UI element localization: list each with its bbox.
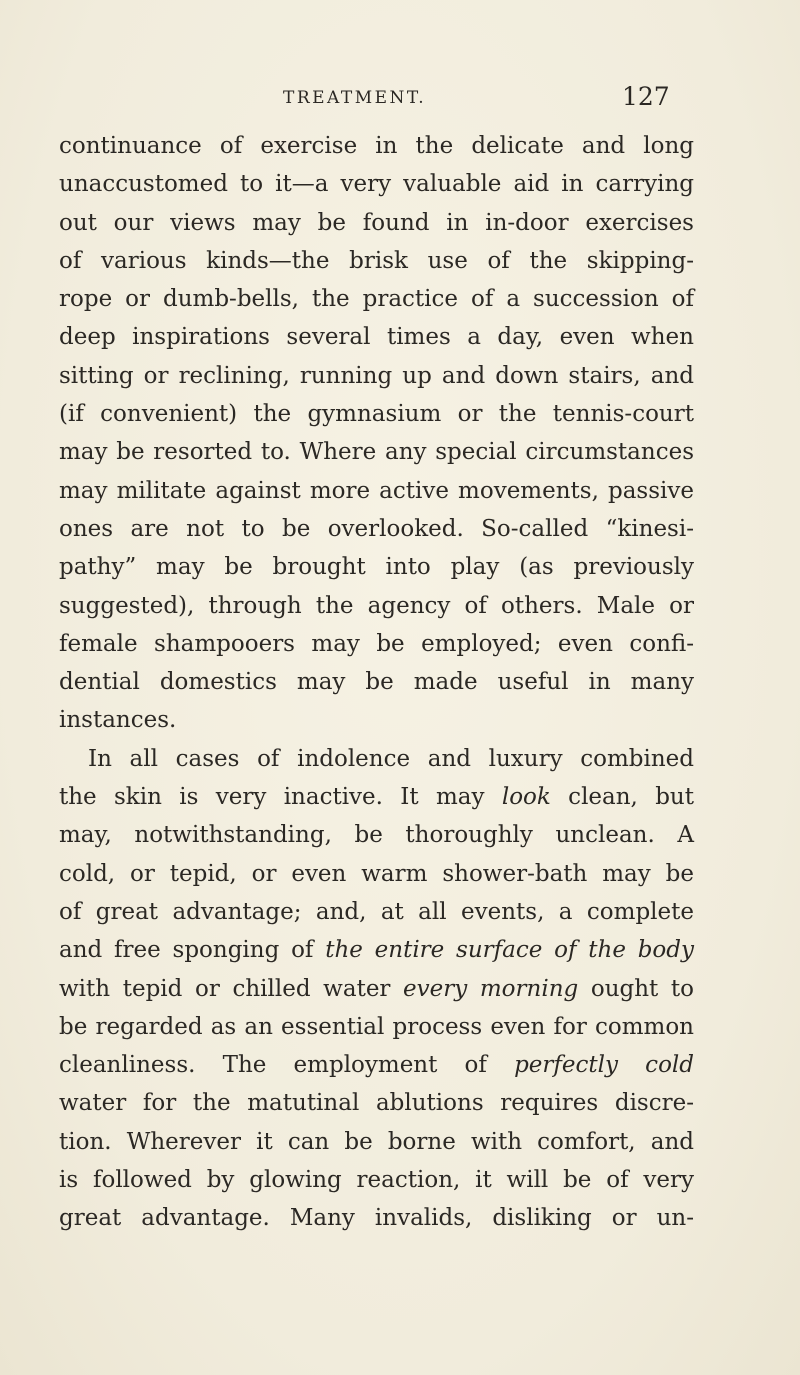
text-line: great advantage. Many invalids, disliking or un-	[59, 1205, 694, 1232]
text-line: out our views may be found in in-door exercises	[59, 209, 694, 236]
paragraph-first-line: In all cases of indolence and luxury combined	[88, 745, 694, 772]
text-line: tion. Wherever it can be borne with comfort, and	[59, 1128, 694, 1155]
running-head	[0, 82, 800, 118]
text-line: may militate against more active movements, passive	[59, 477, 694, 504]
italic-run: perfectly cold	[514, 1052, 694, 1079]
italic-run: look	[501, 784, 551, 811]
text-line: may be resorted to. Where any special circumstances	[59, 439, 694, 466]
text-line: continuance of exercise in the delicate and long	[59, 133, 694, 159]
text-line: dential domestics may be made useful in many	[59, 669, 694, 696]
text-line: instances.	[59, 707, 177, 734]
text-line: female shampooers may be employed; even confi-	[59, 630, 694, 657]
text-run: clean, but	[550, 784, 694, 811]
text-run: and free sponging of	[59, 937, 326, 964]
italic-run: every morning	[403, 975, 579, 1002]
text-line: ones are not to be overlooked. So-called “kinesi-	[59, 515, 694, 542]
text-line: sitting or reclining, running up and down stairs, and	[59, 362, 694, 389]
text-line	[59, 970, 694, 1008]
text-line: of great advantage; and, at all events, a complete	[59, 898, 694, 925]
body-text	[59, 127, 759, 1238]
text-line: unaccustomed to it—a very valuable aid in carrying	[59, 171, 694, 198]
text-line: of various kinds—the brisk use of the skipping-	[59, 247, 694, 274]
italic-run: the entire surface of the body	[325, 937, 694, 964]
text-line	[59, 778, 694, 816]
text-line: suggested), through the agency of others. Male or	[59, 592, 694, 619]
page-number: 127	[622, 82, 670, 111]
text-line	[59, 1046, 694, 1084]
text-run: ought to	[578, 975, 695, 1002]
text-line: deep inspirations several times a day, even when	[59, 324, 694, 351]
text-line: water for the matutinal ablutions requires discre-	[59, 1090, 694, 1117]
text-line: rope or dumb-bells, the practice of a succession of	[59, 286, 694, 313]
text-line: cold, or tepid, or even warm shower-bath may be	[59, 860, 694, 887]
text-line: is followed by glowing reaction, it will be of very	[59, 1167, 694, 1194]
text-run: cleanliness. The employment of	[59, 1052, 515, 1079]
text-line: (if convenient) the gymnasium or the tennis-court	[59, 401, 694, 428]
text-line: be regarded as an essential process even for common	[59, 1013, 694, 1040]
text-run: the skin is very inactive. It may	[59, 784, 502, 811]
running-title: TREATMENT.	[283, 88, 427, 108]
text-line	[59, 931, 694, 969]
text-line: may, notwithstanding, be thoroughly unclean. A	[59, 822, 694, 849]
text-line: pathy” may be brought into play (as previously	[59, 554, 694, 581]
text-run: with tepid or chilled water	[59, 975, 404, 1002]
